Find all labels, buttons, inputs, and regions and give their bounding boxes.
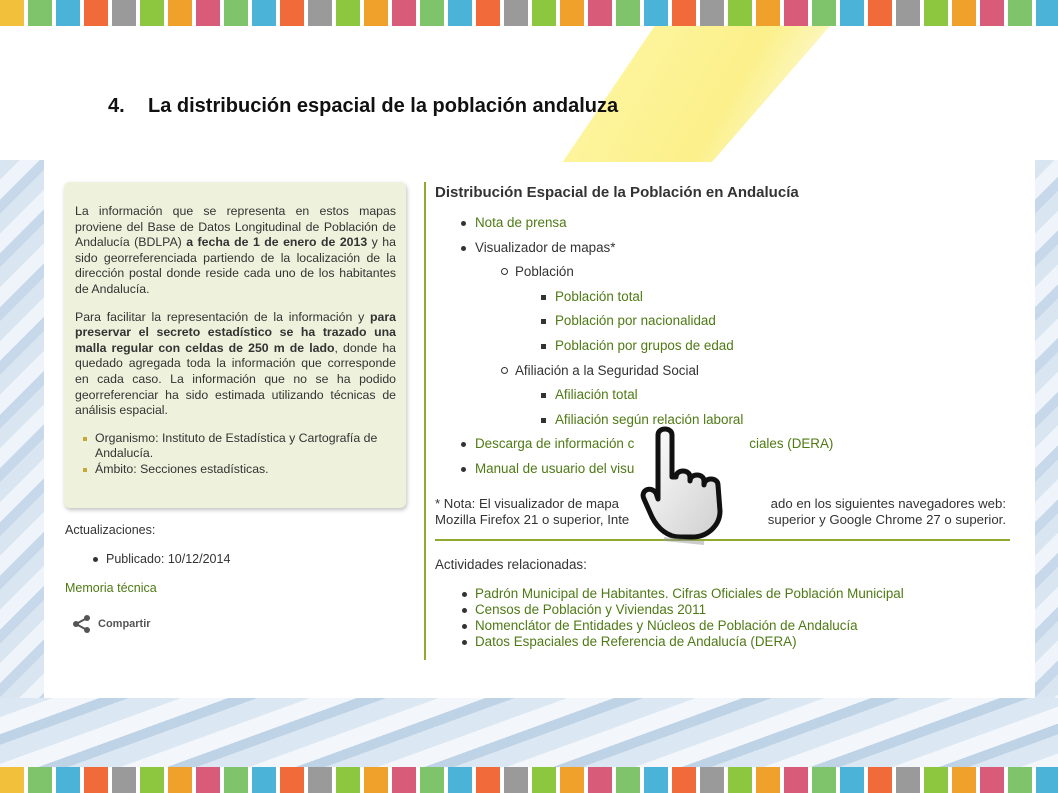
stripe-segment xyxy=(896,767,920,793)
slide-number: 4. xyxy=(108,95,125,117)
stripe-segment xyxy=(588,767,612,793)
stripe-segment xyxy=(1036,767,1058,793)
list-item xyxy=(435,215,1010,240)
stripe-segment xyxy=(728,767,752,793)
stripe-segment xyxy=(392,767,416,793)
stripe-segment xyxy=(672,767,696,793)
stripe-segment xyxy=(756,0,780,26)
stripe-segment xyxy=(56,0,80,26)
stripe-segment xyxy=(840,0,864,26)
info-bold-grid: para preservar el secreto estadístico se ha trazado una malla regular con celdas de 250 m de lado xyxy=(75,309,396,355)
related-activities-label: Actividades relacionadas: xyxy=(435,556,587,572)
hand-pointer-icon xyxy=(640,425,750,545)
stripe-segment xyxy=(504,0,528,26)
stripe-segment xyxy=(252,0,276,26)
stripe-segment xyxy=(616,0,640,26)
related-link[interactable]: Censos de Población y Viviendas 2011 xyxy=(475,601,707,617)
stripe-segment xyxy=(952,767,976,793)
stripe-segment xyxy=(924,0,948,26)
stripe-segment xyxy=(196,767,220,793)
stripe-segment xyxy=(644,767,668,793)
stripe-segment xyxy=(140,0,164,26)
list-item xyxy=(435,289,1010,314)
stripe-segment xyxy=(336,767,360,793)
info-box xyxy=(64,182,406,508)
afiliacion-total-link[interactable]: Afiliación total xyxy=(555,387,638,403)
list-item xyxy=(435,363,1010,388)
webpage-screenshot xyxy=(44,162,1035,698)
stripe-segment xyxy=(448,767,472,793)
info-text: , donde ha quedado agregada toda la información que corresponde en cada caso. La información que no se ha podido georreferenciar ha sido estimada utilizando técnicas de análisis espacial. xyxy=(75,340,397,418)
column-divider xyxy=(424,182,426,660)
list-item xyxy=(435,387,1010,412)
stripe-segment xyxy=(308,0,332,26)
afiliacion-laboral-link[interactable]: Afiliación según relación laboral xyxy=(555,411,744,427)
stripe-segment xyxy=(84,0,108,26)
right-column xyxy=(435,184,1010,650)
stripe-segment xyxy=(784,767,808,793)
stripe-segment xyxy=(476,0,500,26)
stripe-segment xyxy=(280,767,304,793)
info-text: La información que se representa en estos mapas proviene del Base de Datos Longitudinal de Población de Andalucía (BDLPA) xyxy=(75,204,396,250)
stripe-segment xyxy=(700,0,724,26)
list-item xyxy=(435,240,1010,265)
stripe-segment xyxy=(0,767,24,793)
stripe-segment xyxy=(812,767,836,793)
stripe-segment xyxy=(28,0,52,26)
slide-title xyxy=(108,95,618,118)
stripe-segment xyxy=(476,767,500,793)
info-text: Para facilitar la representación de la información y xyxy=(75,309,365,324)
stripe-segment xyxy=(364,0,388,26)
nota-prensa-link[interactable]: Nota de prensa xyxy=(475,215,567,230)
stripe-segment xyxy=(1036,0,1058,26)
stripe-segment xyxy=(168,767,192,793)
top-color-stripe xyxy=(0,0,1058,26)
stripe-segment xyxy=(980,767,1004,793)
share-icon xyxy=(72,614,92,634)
stripe-segment xyxy=(420,767,444,793)
poblacion-total-link[interactable]: Población total xyxy=(555,288,643,304)
stripe-segment xyxy=(196,0,220,26)
bottom-color-stripe xyxy=(0,767,1058,793)
stripe-segment xyxy=(924,767,948,793)
stripe-segment xyxy=(1008,0,1032,26)
info-list-item: Ámbito: Secciones estadísticas. xyxy=(95,462,396,478)
stripe-segment xyxy=(812,0,836,26)
stripe-segment xyxy=(588,0,612,26)
stripe-segment xyxy=(280,0,304,26)
info-text: y ha sido georreferenciada partiendo de la localización de la dirección postal donde reside cada uno de los habitantes de Andalucía. xyxy=(75,235,396,296)
stripe-segment xyxy=(364,767,388,793)
related-link[interactable]: Datos Espaciales de Referencia de Andalucía (DERA) xyxy=(475,633,797,649)
updates-label: Actualizaciones: xyxy=(65,523,156,537)
list-item xyxy=(435,264,1010,289)
stripe-segment xyxy=(448,0,472,26)
stripe-segment xyxy=(84,767,108,793)
stripe-segment xyxy=(336,0,360,26)
stripe-segment xyxy=(644,0,668,26)
published-date: Publicado: 10/12/2014 xyxy=(106,552,231,566)
afiliacion-label: Afiliación a la Seguridad Social xyxy=(515,362,699,378)
stripe-segment xyxy=(980,0,1004,26)
list-item xyxy=(435,313,1010,338)
slide-title-text: La distribución espacial de la población andaluza xyxy=(148,95,619,117)
bottom-background-decoration xyxy=(0,698,1058,767)
stripe-segment xyxy=(168,0,192,26)
info-paragraph-2 xyxy=(75,310,396,419)
visualizador-label: Visualizador de mapas* xyxy=(475,239,616,255)
stripe-segment xyxy=(840,767,864,793)
stripe-segment xyxy=(728,0,752,26)
stripe-segment xyxy=(1008,767,1032,793)
descarga-text-start: Descarga de información c xyxy=(475,436,635,452)
related-item xyxy=(435,618,1010,634)
note-text: Mozilla Firefox 21 o superior, Inte xyxy=(435,511,630,527)
stripe-segment xyxy=(868,0,892,26)
stripe-segment xyxy=(112,767,136,793)
related-link[interactable]: Nomenclátor de Entidades y Núcleos de Población de Andalucía xyxy=(475,617,858,633)
stripe-segment xyxy=(112,0,136,26)
stripe-segment xyxy=(56,767,80,793)
stripe-segment xyxy=(896,0,920,26)
info-list xyxy=(75,431,396,478)
stripe-segment xyxy=(532,767,556,793)
stripe-segment xyxy=(700,767,724,793)
note-text: superior y Google Chrome 27 o superior. xyxy=(767,511,1006,527)
share-button[interactable] xyxy=(72,614,151,634)
note-text: ado en los siguientes navegadores web: xyxy=(770,495,1006,511)
related-item xyxy=(435,634,1010,650)
stripe-segment xyxy=(308,767,332,793)
related-link[interactable]: Padrón Municipal de Habitantes. Cifras Oficiales de Población Municipal xyxy=(475,585,904,601)
stripe-segment xyxy=(252,767,276,793)
stripe-segment xyxy=(868,767,892,793)
left-background-decoration xyxy=(0,160,44,700)
stripe-segment xyxy=(756,767,780,793)
stripe-segment xyxy=(504,767,528,793)
stripe-segment xyxy=(952,0,976,26)
poblacion-edad-link[interactable]: Población por grupos de edad xyxy=(555,337,734,353)
stripe-segment xyxy=(784,0,808,26)
related-item xyxy=(435,586,1010,602)
stripe-segment xyxy=(560,0,584,26)
info-list-item: Organismo: Instituto de Estadística y Cartografía de Andalucía. xyxy=(95,431,396,462)
stripe-segment xyxy=(28,767,52,793)
share-label: Compartir xyxy=(98,618,151,630)
manual-link[interactable]: Manual de usuario del visu xyxy=(475,460,635,476)
stripe-segment xyxy=(392,0,416,26)
right-background-decoration xyxy=(1035,160,1058,700)
stripe-segment xyxy=(224,0,248,26)
descarga-text-end: ciales (DERA) xyxy=(749,436,834,452)
stripe-segment xyxy=(224,767,248,793)
stripe-segment xyxy=(616,767,640,793)
note-text: * Nota: El visualizador de mapa xyxy=(435,495,619,511)
list-item xyxy=(435,338,1010,363)
stripe-segment xyxy=(140,767,164,793)
poblacion-label: Población xyxy=(515,264,574,280)
poblacion-nacionalidad-link[interactable]: Población por nacionalidad xyxy=(555,313,716,329)
stripe-segment xyxy=(672,0,696,26)
section-title: Distribución Espacial de la Población en Andalucía xyxy=(435,184,799,201)
info-bold-date: a fecha de 1 de enero de 2013 xyxy=(186,235,368,250)
stripe-segment xyxy=(560,767,584,793)
stripe-segment xyxy=(0,0,24,26)
stripe-segment xyxy=(532,0,556,26)
memoria-tecnica-link[interactable]: Memoria técnica xyxy=(65,581,157,595)
related-item xyxy=(435,602,1010,618)
stripe-segment xyxy=(420,0,444,26)
info-paragraph-1 xyxy=(75,204,396,298)
